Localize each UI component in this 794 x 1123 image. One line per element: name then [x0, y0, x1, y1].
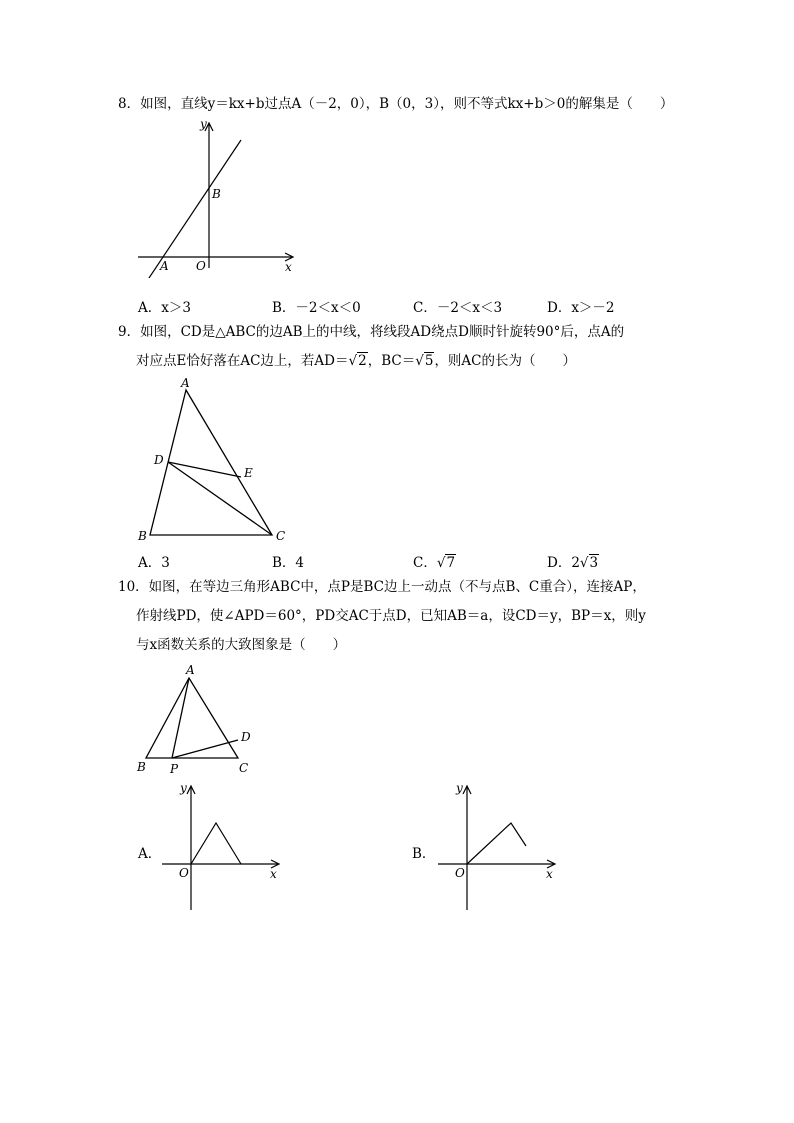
question-9-options: [138, 551, 678, 575]
question-10: [118, 573, 678, 660]
question-10-line-2: 作射线PD，使∠APD＝60°，PD交AC于点D，已知AB＝a，设CD＝y，BP＝x，则y: [136, 608, 646, 624]
segment-ap: [172, 678, 189, 758]
graph-curve-a: [191, 823, 241, 864]
q10-option-a-label[interactable]: A．: [138, 846, 162, 862]
q8-option-b[interactable]: B．－2＜x＜0: [272, 300, 361, 316]
label-point-a: A: [160, 259, 169, 273]
label-d: D: [154, 453, 164, 467]
question-8-options: [138, 296, 678, 320]
q9-text-c: ，则AC的长为（ ）: [434, 353, 577, 369]
segment-pd: [172, 740, 238, 758]
label-x: x: [285, 260, 292, 274]
sqrt-7: √7: [436, 555, 456, 571]
q10-option-b-graph[interactable]: [436, 780, 566, 915]
label-p: P: [170, 762, 179, 776]
q8-option-d[interactable]: D．x＞－2: [547, 300, 615, 316]
q9-triangle-figure: [130, 372, 300, 548]
question-8: [118, 90, 678, 119]
q9-text-a: 对应点E恰好落在AC边上，若AD＝: [136, 353, 349, 369]
q9-option-d[interactable]: D．2√3: [547, 555, 599, 571]
label-origin: O: [179, 866, 189, 880]
label-c: C: [239, 761, 249, 775]
question-8-stem: 8．如图，直线y＝kx+b过点A（－2，0），B（0，3），则不等式kx+b＞0的解集是（ ）: [118, 96, 674, 112]
q10-option-a-graph[interactable]: [160, 780, 290, 915]
label-a: A: [181, 376, 190, 390]
label-y: y: [180, 781, 187, 795]
q10-equilateral-figure: [130, 660, 260, 780]
label-y: y: [456, 781, 463, 795]
label-b: B: [138, 529, 147, 543]
label-origin: O: [196, 259, 206, 273]
question-9: [118, 318, 678, 376]
sqrt-2: √2: [348, 353, 367, 369]
label-b: B: [137, 760, 146, 774]
label-c: C: [276, 529, 286, 543]
q9-option-c[interactable]: C．√7: [413, 555, 456, 571]
question-10-line-1: 10．如图，在等边三角形ABC中，点P是BC边上一动点（不与点B、C重合），连接AP，: [118, 579, 646, 595]
label-x: x: [546, 867, 553, 881]
label-y: y: [200, 118, 207, 131]
q8-option-c[interactable]: C．－2＜x＜3: [413, 300, 503, 316]
q8-line-graph: [130, 118, 300, 278]
q10-option-b-label[interactable]: B．: [412, 846, 436, 862]
q9-option-a[interactable]: A．3: [138, 555, 170, 571]
label-d: D: [241, 730, 251, 744]
question-10-line-3: 与x函数关系的大致图象是（ ）: [136, 637, 347, 653]
graph-curve-b: [467, 823, 526, 864]
triangle-abc: [146, 678, 238, 758]
sqrt-3: √3: [579, 555, 599, 571]
q9-option-b[interactable]: B．4: [272, 555, 305, 571]
question-9-line-1: 9．如图，CD是△ABC的边AB上的中线，将线段AD绕点D顺时针旋转90°后，点A的: [118, 324, 625, 340]
label-a: A: [186, 663, 195, 677]
label-point-b: B: [212, 187, 221, 201]
label-e: E: [244, 466, 253, 480]
label-x: x: [270, 867, 277, 881]
q9-text-b: ，BC＝: [367, 353, 416, 369]
sqrt-5: √5: [415, 353, 434, 369]
label-origin: O: [455, 866, 465, 880]
q8-option-a[interactable]: A．x＞3: [138, 300, 191, 316]
